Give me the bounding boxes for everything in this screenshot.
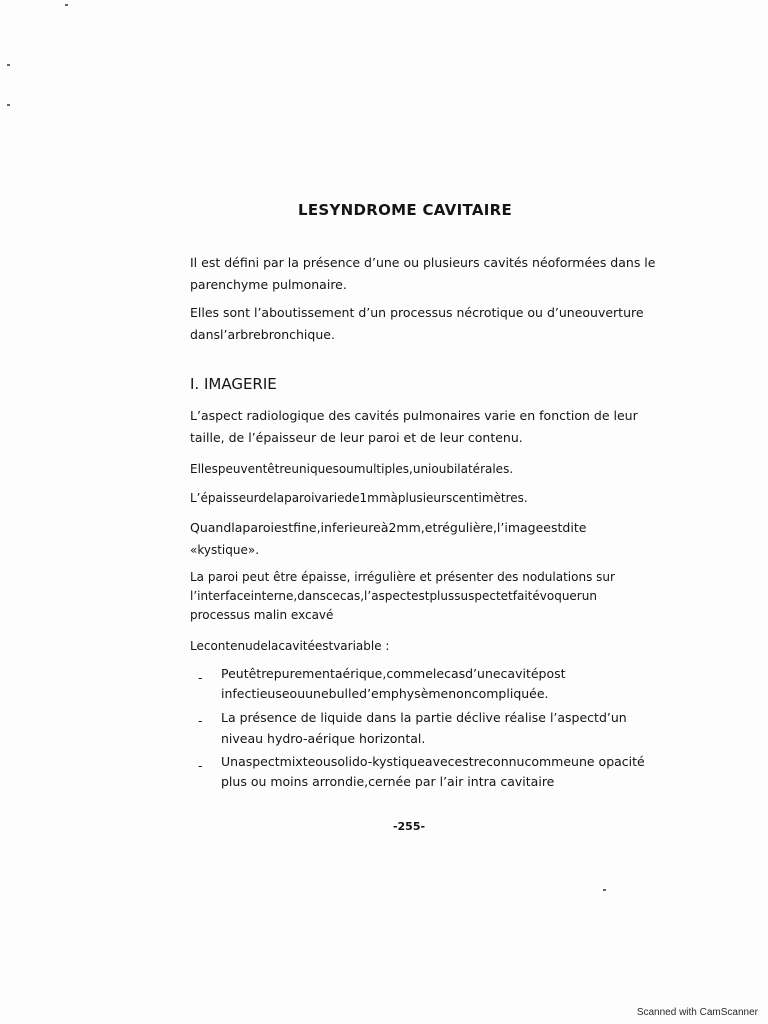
body-line: taille, de l’épaisseur de leur paroi et de leur contenu. (190, 430, 523, 445)
bullet-dash: - (198, 758, 203, 773)
scan-speck (65, 4, 68, 6)
bullet-line: Unaspectmixteousolido-kystiqueavecestreconnucommeune opacité (221, 754, 645, 769)
scan-speck (7, 104, 10, 106)
scan-speck (7, 64, 10, 66)
bullet-line: plus ou moins arrondie,cernée par l’air intra cavitaire (221, 774, 555, 789)
bullet-line: Peutêtrepurementaérique,commelecasd’unecavitépost (221, 666, 566, 681)
bullet-line: La présence de liquide dans la partie déclive réalise l’aspectd’un (221, 710, 627, 725)
body-line: Lecontenudelacavitéestvariable : (190, 639, 390, 653)
body-line: «kystique». (190, 543, 260, 557)
body-line: L’épaisseurdelaparoivariede1mmàplusieurscentimètres. (190, 491, 528, 505)
body-line: Ellespeuventêtreuniquesoumultiples,unioubilatérales. (190, 462, 514, 476)
intro-line: parenchyme pulmonaire. (190, 277, 347, 292)
bullet-dash: - (198, 713, 203, 728)
bullet-dash: - (198, 670, 203, 685)
scan-speck (603, 889, 606, 891)
body-line: L’aspect radiologique des cavités pulmonaires varie en fonction de leur (190, 408, 638, 423)
section-heading: I. IMAGERIE (190, 375, 277, 393)
body-line: La paroi peut être épaisse, irrégulière et présenter des nodulations sur (190, 570, 615, 584)
intro-line: Elles sont l’aboutissement d’un processus nécrotique ou d’uneouverture (190, 305, 644, 320)
intro-line: Il est défini par la présence d’une ou plusieurs cavités néoformées dans le (190, 255, 656, 270)
bullet-line: infectieuseouunebulled’emphysèmenoncompliquée. (221, 686, 549, 701)
body-line: processus malin excavé (190, 608, 334, 622)
body-line: Quandlaparoiestfine,inferieureà2mm,etrégulière,l’imageestdite (190, 520, 587, 535)
body-line: l’interfaceinterne,danscecas,l’aspectestplussuspectetfaitévoquerun (190, 589, 597, 603)
document-title: LESYNDROME CAVITAIRE (297, 201, 512, 219)
intro-line: dansl’arbrebronchique. (190, 327, 335, 342)
page-number: -255- (392, 820, 426, 833)
scanner-watermark: Scanned with CamScanner (636, 1007, 758, 1018)
bullet-line: niveau hydro-aérique horizontal. (221, 731, 426, 746)
